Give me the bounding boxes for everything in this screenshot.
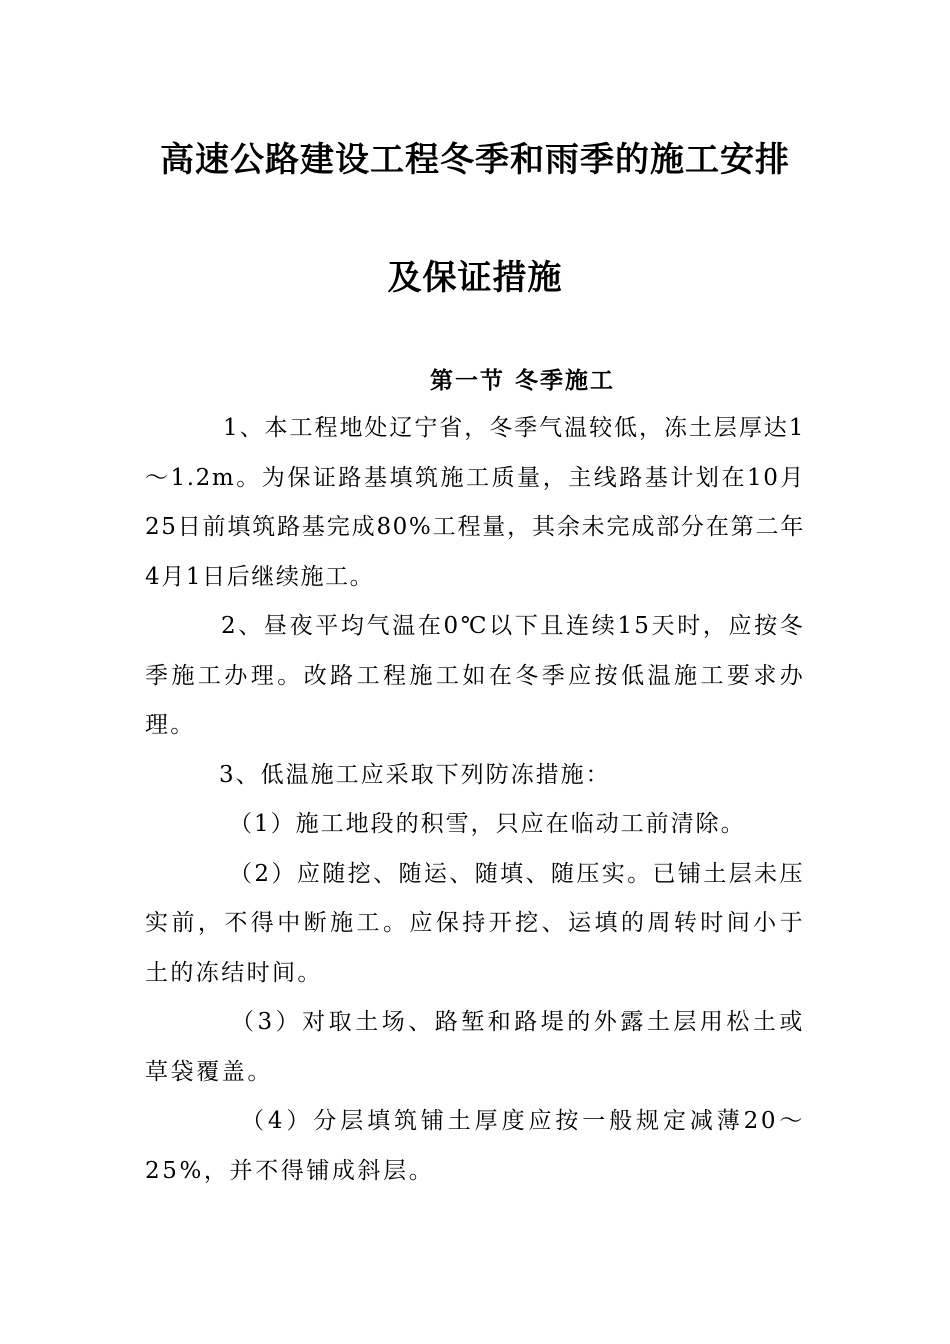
paragraph-2: 2、昼夜平均气温在0℃以下且连续15天时，应按冬季施工办理。改路工程施工如在冬季应按低温施工要求办理。 xyxy=(145,613,805,738)
section-heading: 第一节 冬季施工 xyxy=(429,367,615,394)
document-body xyxy=(145,404,805,1196)
list-item-2: （2）应随挖、随运、随填、随压实。已铺土层未压实前，不得中断施工。应保持开挖、运填的周转时间小于土的冻结时间。 xyxy=(145,860,805,986)
document-title-line-2: 及保证措施 xyxy=(387,258,563,298)
document-title-line-1: 高速公路建设工程冬季和雨季的施工安排 xyxy=(160,140,790,180)
list-item-4: （4）分层填筑铺土厚度应按一般规定减薄20～25%，并不得铺成斜层。 xyxy=(145,1108,805,1184)
list-item-1: （1）施工地段的积雪，只应在临动工前清除。 xyxy=(229,811,746,837)
paragraph-3: 3、低温施工应采取下列防冻措施： xyxy=(219,761,611,788)
paragraph-1: 1、本工程地处辽宁省，冬季气温较低，冻土层厚达1～1.2m。为保证路基填筑施工质量，主线路基计划在10月25日前填筑路基完成80%工程量，其余未完成部分在第二年4月1日后继续施工。 xyxy=(145,415,805,590)
list-item-3: （3）对取土场、路堑和路堤的外露土层用松土或草袋覆盖。 xyxy=(145,1009,805,1085)
